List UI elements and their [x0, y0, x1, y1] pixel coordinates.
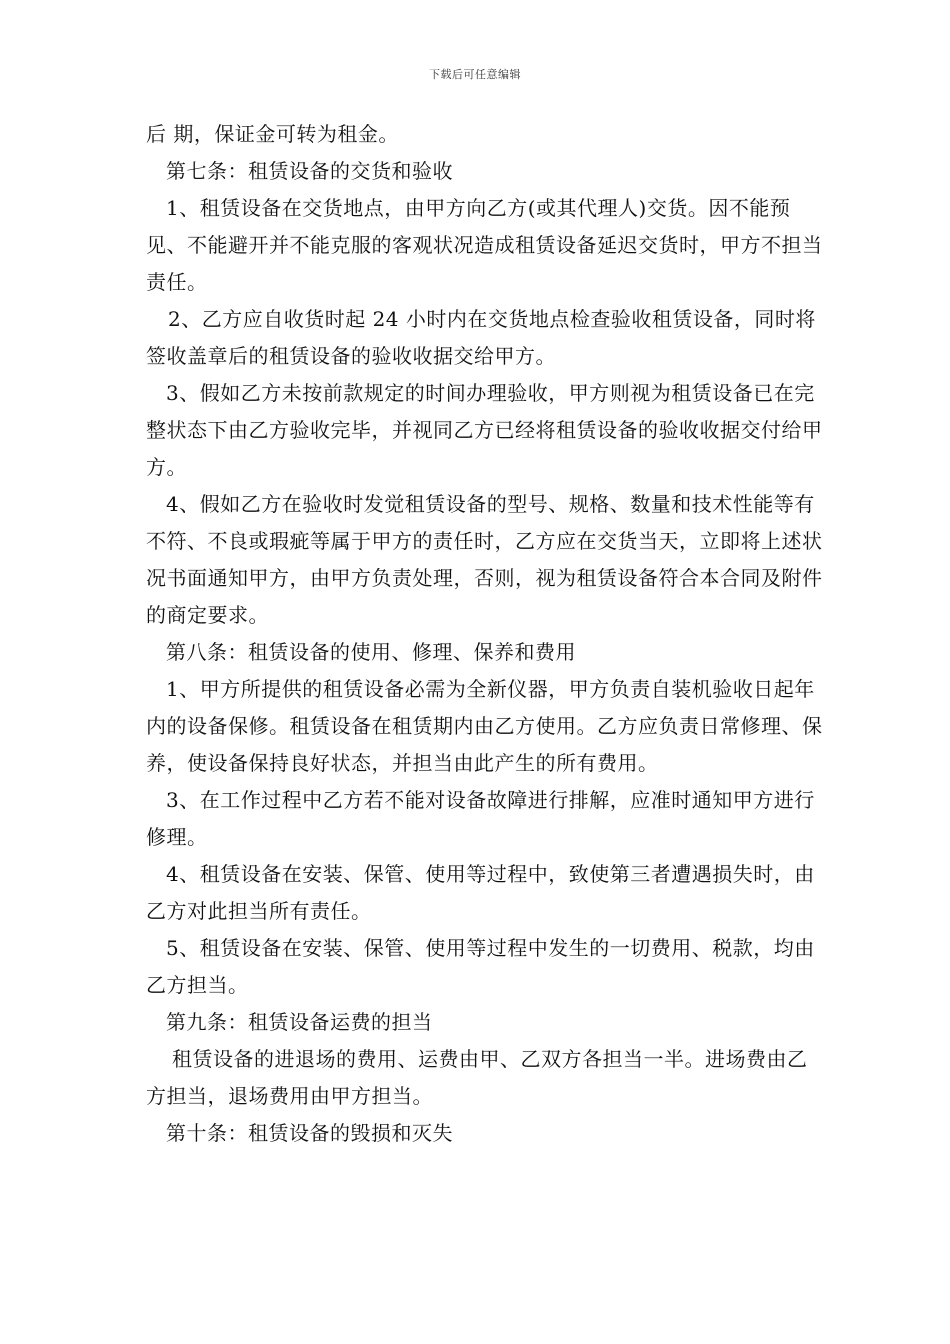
clause-7-4: 4、假如乙方在验收时发觉租赁设备的型号、规格、数量和技术性能等有不符、不良或瑕疵等属于甲方的责任时，乙方应在交货当天，立即将上述状况书面通知甲方，由甲方负责处理，否则，视为租赁设备符合本合同及附件的商定要求。 — [146, 492, 823, 627]
article-heading-7: 第七条：租赁设备的交货和验收 — [166, 159, 453, 183]
clause-9-body: 租赁设备的进退场的费用、运费由甲、乙双方各担当一半。进场费由乙方担当，退场费用由甲方担当。 — [146, 1047, 808, 1108]
clause-8-3: 3、在工作过程中乙方若不能对设备故障进行排解，应准时通知甲方进行修理。 — [146, 788, 815, 849]
clause-7-3: 3、假如乙方未按前款规定的时间办理验收，甲方则视为租赁设备已在完整状态下由乙方验收完毕，并视同乙方已经将租赁设备的验收收据交付给甲方。 — [146, 381, 823, 479]
article-heading-10: 第十条：租赁设备的毁损和灭失 — [166, 1121, 453, 1145]
clause-8-4: 4、租赁设备在安装、保管、使用等过程中，致使第三者遭遇损失时，由乙方对此担当所有责任。 — [146, 862, 815, 923]
clause-7-2: 2、乙方应自收货时起 24 小时内在交货地点检查验收租赁设备，同时将签收盖章后的租赁设备的验收收据交给甲方。 — [146, 307, 816, 368]
article-heading-9: 第九条：租赁设备运费的担当 — [166, 1010, 433, 1034]
paragraph-continuation: 后 期，保证金可转为租金。 — [146, 122, 399, 146]
clause-8-1: 1、甲方所提供的租赁设备必需为全新仪器，甲方负责自装机验收日起年内的设备保修。租赁设备在租赁期内由乙方使用。乙方应负责日常修理、保养，使设备保持良好状态，并担当由此产生的所有费用。 — [146, 677, 823, 775]
clause-8-5: 5、租赁设备在安装、保管、使用等过程中发生的一切费用、税款，均由乙方担当。 — [146, 936, 815, 997]
article-heading-8: 第八条：租赁设备的使用、修理、保养和费用 — [166, 640, 576, 664]
page-header: 下载后可任意编辑 — [429, 68, 521, 81]
document-body — [146, 116, 824, 1152]
clause-7-1: 1、租赁设备在交货地点，由甲方向乙方(或其代理人)交货。因不能预见、不能避开并不能克服的客观状况造成租赁设备延迟交货时，甲方不担当责任。 — [146, 196, 823, 294]
